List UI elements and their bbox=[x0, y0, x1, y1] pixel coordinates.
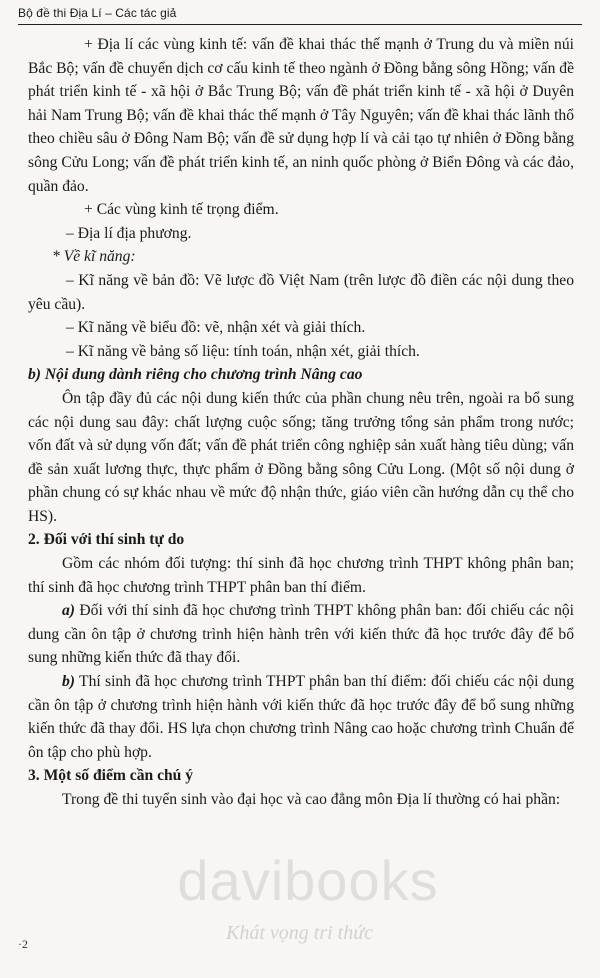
paragraph-non-streamed-text: Đối với thí sinh đã học chương trình THPT không phân ban: đối chiếu các nội dung cần ôn tập ở chương trình hiện hành trên với kiến thức đã học trước đây để bổ sung những kiến thức đã thay đổi. bbox=[28, 602, 574, 667]
header-rule bbox=[18, 24, 582, 25]
paragraph-local-geography: – Địa lí địa phương. bbox=[66, 224, 192, 242]
skill-data-table: – Kĩ năng về bảng số liệu: tính toán, nhận xét, giải thích. bbox=[66, 342, 420, 360]
paragraph-advanced-content: Ôn tập đầy đủ các nội dung kiến thức của phần chung nêu trên, ngoài ra bổ sung các nội dung sau đây: chất lượng cuộc sống; tăng trưởng tổng sản phẩm trong nước; vốn đất và sử dụng vốn đất; vấn đề phát triển công nghiệp sản xuất hàng tiêu dùng; vấn đề sản xuất lương thực, thực phẩm ở Đồng bằng sông Cửu Long. (Một số nội dung ở phần chung có sự khác nhau về mức độ nhận thức, giáo viên cần hướng dẫn cụ thể cho HS). bbox=[28, 389, 574, 525]
paragraph-exam-parts: Trong đề thi tuyển sinh vào đại học và cao đẳng môn Địa lí thường có hai phần: bbox=[62, 791, 561, 808]
skill-map: – Kĩ năng về bản đồ: Vẽ lược đồ Việt Nam (trên lược đồ điền các nội dung theo yêu cầu). bbox=[28, 271, 574, 313]
skill-chart: – Kĩ năng về biểu đồ: vẽ, nhận xét và giải thích. bbox=[66, 319, 366, 337]
page-body bbox=[28, 33, 574, 812]
paragraph-non-streamed bbox=[28, 599, 574, 670]
paragraph-candidate-groups: Gồm các nhóm đối tượng: thí sinh đã học chương trình THPT không phân ban; thí sinh đã học chương trình THPT phân ban thí điểm. bbox=[28, 555, 574, 596]
heading-notes: 3. Một số điểm cần chú ý bbox=[28, 767, 194, 785]
paragraph-key-economic-regions: + Các vùng kinh tế trọng điểm. bbox=[84, 201, 279, 219]
watermark-tagline: Khát vọng tri thức bbox=[226, 922, 374, 944]
item-mark-a: a) bbox=[62, 602, 75, 620]
watermark-logo: davibooks bbox=[177, 849, 439, 912]
paragraph-economic-regions: + Địa lí các vùng kinh tế: vấn đề khai thác thế mạnh ở Trung du và miền núi Bắc Bộ; vấn đề chuyển dịch cơ cấu kinh tế theo ngành ở Đồng bằng sông Hồng; vấn đề phát triển kinh tế - xã hội ở Bắc Trung Bộ; vấn đề phát triển kinh tế - xã hội ở Duyên hải Nam Trung Bộ; vấn đề khai thác thế mạnh ở Tây Nguyên; vấn đề khai thác lãnh thổ theo chiều sâu ở Đông Nam Bộ; vấn đề sử dụng hợp lí và cải tạo tự nhiên ở Đồng bằng sông Cửu Long; vấn đề phát triển kinh tế, an ninh quốc phòng ở Biển Đông và các đảo, quần đảo. bbox=[28, 36, 574, 195]
paragraph-pilot-streamed bbox=[28, 670, 574, 764]
heading-independent-candidates: 2. Đối với thí sinh tự do bbox=[28, 531, 185, 549]
running-header: Bộ đề thi Địa Lí – Các tác giả bbox=[18, 6, 177, 20]
skills-label: * Về kĩ năng: bbox=[52, 248, 136, 266]
heading-advanced-program: b) Nội dung dành riêng cho chương trình Nâng cao bbox=[28, 366, 363, 384]
item-mark-b: b) bbox=[62, 673, 75, 691]
page-number: ·2 bbox=[18, 937, 28, 951]
paragraph-pilot-streamed-text: Thí sinh đã học chương trình THPT phân ban thí điểm: đối chiếu các nội dung cần ôn tập ở chương trình hiện hành với kiến thức đã học trước đây để bổ sung những kiến thức đã thay đổi. HS lựa chọn chương trình Nâng cao hoặc chương trình Chuẩn để ôn tập cho phù hợp. bbox=[28, 673, 574, 761]
